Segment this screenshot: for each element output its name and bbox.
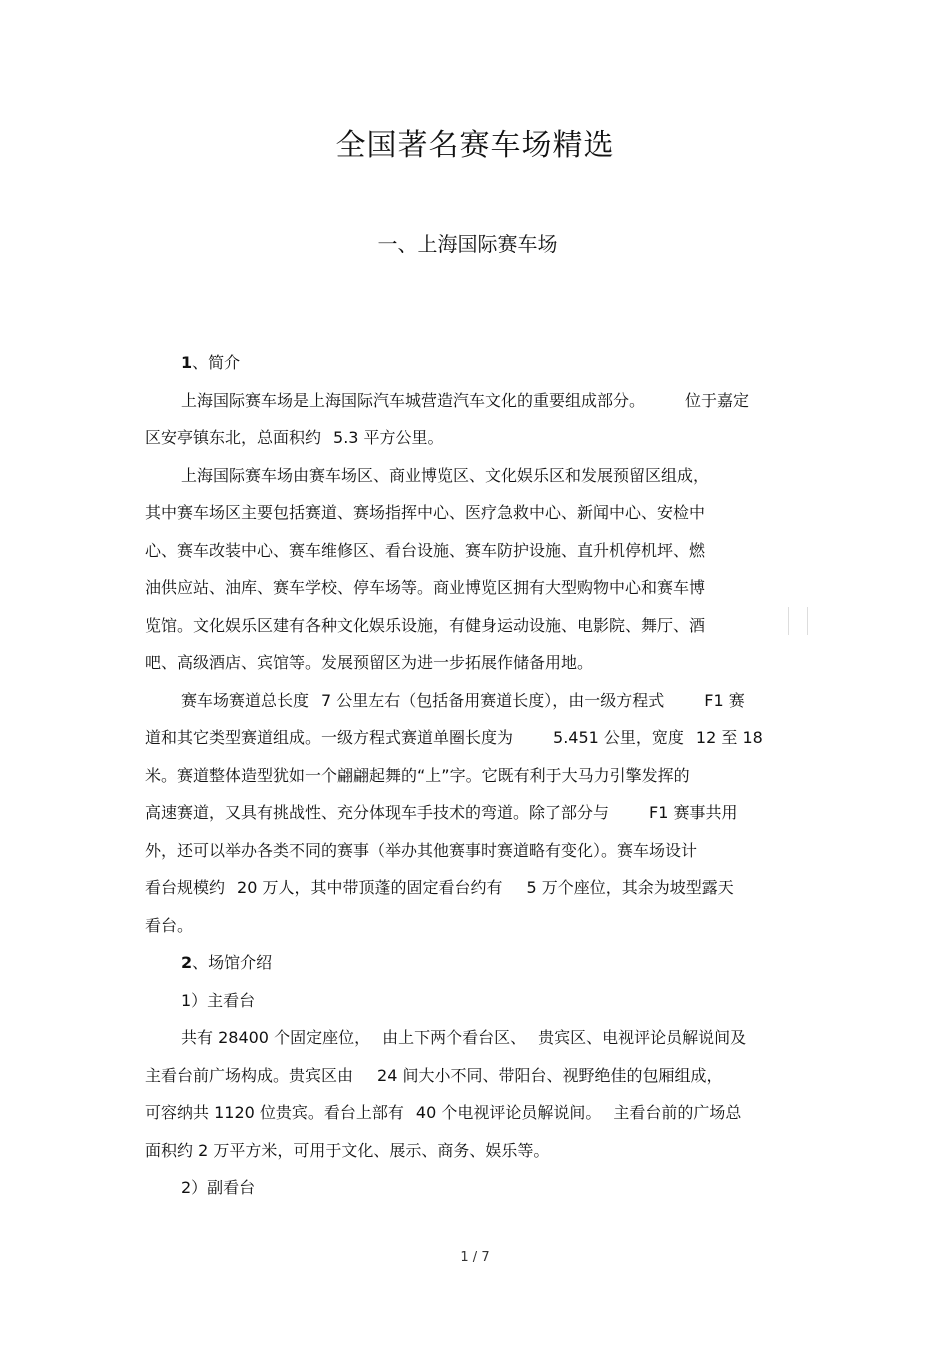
subheading-secondary-stand: 2）副看台 — [181, 1178, 256, 1197]
paragraph-line: 览馆。文化娱乐区建有各种文化娱乐设施，有健身运动设施、电影院、舞厅、酒 — [145, 615, 706, 635]
paragraph-line: 区安亭镇东北，总面积约 5.3 平方公里。 — [145, 428, 444, 447]
paragraph-line: 上海国际赛车场是上海国际汽车城营造汽车文化的重要组成部分。 位于嘉定 — [181, 390, 750, 410]
paragraph-line: 可容纳共 1120 位贵宾。看台上部有 40 个电视评论员解说间。 主看台前的广场总 — [145, 1103, 742, 1122]
paragraph-line: 看台规模约 20 万人，其中带顶蓬的固定看台约有 5 万个座位，其余为坡型露天 — [145, 878, 734, 897]
section-heading-1: 一、上海国际赛车场 — [377, 232, 558, 256]
paragraph-line: 看台。 — [145, 915, 194, 935]
subheading-main-stand: 1）主看台 — [181, 990, 256, 1010]
paragraph-line: 心、赛车改装中心、赛车维修区、看台设施、赛车防护设施、直升机停机坪、燃 — [145, 540, 706, 560]
paragraph-line: 油供应站、油库、赛车学校、停车场等。商业博览区拥有大型购物中心和赛车博 — [145, 578, 706, 597]
paragraph-line: 高速赛道，又具有挑战性、充分体现车手技术的弯道。除了部分与 F1 赛事共用 — [145, 803, 738, 822]
margin-mark — [788, 607, 808, 635]
subheading-venues: 2、场馆介绍 — [181, 953, 273, 972]
paragraph-line: 外，还可以举办各类不同的赛事（举办其他赛事时赛道略有变化）。赛车场设计 — [145, 840, 698, 860]
page-number: 1 / 7 — [460, 1250, 490, 1265]
paragraph-line: 赛车场赛道总长度 7 公里左右（包括备用赛道长度），由一级方程式 F1 赛 — [181, 690, 745, 710]
paragraph-line: 其中赛车场区主要包括赛道、赛场指挥中心、医疗急救中心、新闻中心、安检中 — [145, 503, 706, 522]
document-title: 全国著名赛车场精选 — [335, 128, 615, 163]
paragraph-line: 上海国际赛车场由赛车场区、商业博览区、文化娱乐区和发展预留区组成， — [181, 465, 710, 485]
document-body — [145, 344, 810, 1207]
paragraph-line: 米。赛道整体造型犹如一个翩翩起舞的“上”字。它既有利于大马力引擎发挥的 — [145, 765, 690, 785]
paragraph-line: 主看台前广场构成。贵宾区由 24 间大小不同、带阳台、视野绝佳的包厢组成， — [145, 1065, 723, 1085]
paragraph-line: 面积约 2 万平方米，可用于文化、展示、商务、娱乐等。 — [145, 1140, 550, 1160]
paragraph-line: 吧、高级酒店、宾馆等。发展预留区为进一步拓展作储备用地。 — [145, 653, 594, 672]
paragraph-line: 共有 28400 个固定座位， 由上下两个看台区、 贵宾区、电视评论员解说间及 — [181, 1028, 747, 1047]
subheading-intro: 1、简介 — [181, 353, 241, 372]
paragraph-line: 道和其它类型赛道组成。一级方程式赛道单圈长度为 5.451 公里，宽度 12 至 18 — [145, 728, 763, 747]
